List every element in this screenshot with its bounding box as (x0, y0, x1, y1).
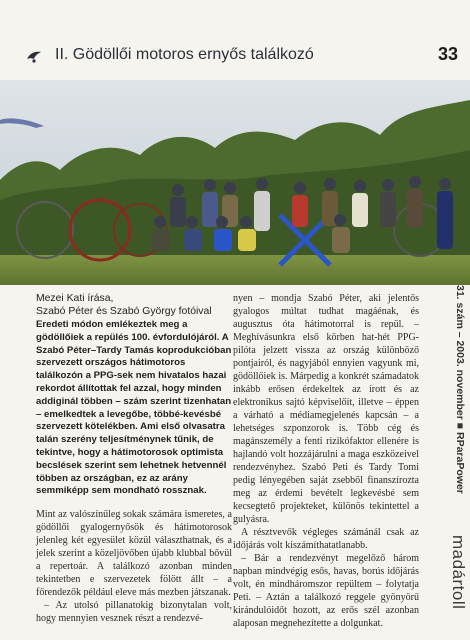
group-photo (0, 80, 470, 285)
article-title: II. Gödöllői motoros ernyős találkozó (55, 46, 314, 63)
wing-logo-icon (26, 50, 42, 64)
paragraph: – Az utolsó pillanatokig bizonytalan volt, hogy mennyien vesznek részt a rendezvé- (36, 600, 232, 625)
left-column (36, 292, 232, 625)
paragraph: – Bár a rendezvényt megelőző három napban mindvégig esős, havas, borús időjárás volt, én mindháromszor repültem – folytatja Peti. – Aztán a találkozó reggele gyönyörű kirándulóidőt hozott, az erős szél azonban alaposan megnehezítette a dolgunkat. (233, 553, 419, 629)
author-line: Mezei Kati írása, (36, 293, 114, 304)
paragraph: A résztvevők végleges számánál csak az időjárás volt kiszámíthatatlanabb. (233, 527, 419, 551)
body-text-left (36, 508, 232, 625)
lead-paragraph: Eredeti módon emlékeztek meg a gödöllőiek a repülés 100. évfordulójáról. A Szabó Péter–Tardy Tamás koprodukcióban szervezett országos hátimotoros találkozón a PPG-sek nem hivatalos hazai rekordot állítottak fel azzal, hogy minden addiginál többen – szám szerint tizenhatan – emelkedtek a levegőbe, többé-kevésbé szervezett kötelékben. Ami első olvasatra talán szerény teljesítménynek tűnik, de tekintve, hogy a hátimotorosok optimista becslések szerint sem lehetnek hetvennél többen az országban, ez az arány semmiképp sem mondható rossznak. (36, 319, 232, 497)
paragraph: nyen – mondja Szabó Péter, aki jelentős gyalogos múltat tudhat magáénak, és augusztus óta hátimotorral is repül. – Meghívásunkra első körben hat-hét PPG-pilóta jelzett vissza az ország különböző pontjairól, és nagyjából ennyien vagyunk mi, gödöllőiek is. Márpedig a konkrét számadatok inkább erősen érdekeltek az írott és az elektronikus sajtó képviselőit, illetve – éppen a várható a médiamegjelenés kapcsán – a lehetséges szponzorok is. Több cég és magánszemély a fenti rizikófaktor ellenére is hajlandó volt hozzájárulni a maga eszközeivel rendezvényhez. Szabó Peti és Tardy Tomi pedig lényegében saját zsebből finanszírozta meg az érdemi bevételt legkevésbé sem kecsegtető projekteket, különös tekintettel a gulyásra. (233, 293, 419, 525)
article-header (0, 30, 470, 82)
issue-side-strip (446, 285, 468, 625)
page-number: 33 (437, 44, 458, 64)
brand-name: madártoll (449, 535, 468, 610)
paragraph: Mint az valószínűleg sokak számára ismeretes, a gödöllői gyalogernyősök és hátimotorosok jelenleg két egyesület közül választhatnak, és a jelek szerint a közeljövőben újabb klubbal bővül a repertoár. A találkozó azonban minden tekintetben e szervezetek fölött állt – a főrendezők például eleve más mezben játszanak. (36, 509, 232, 599)
right-column (233, 292, 419, 630)
photo-credit: Szabó Péter és Szabó György fotóival (36, 306, 212, 317)
issue-line: 31. szám – 2003. november ■ RParaPower (454, 285, 466, 494)
